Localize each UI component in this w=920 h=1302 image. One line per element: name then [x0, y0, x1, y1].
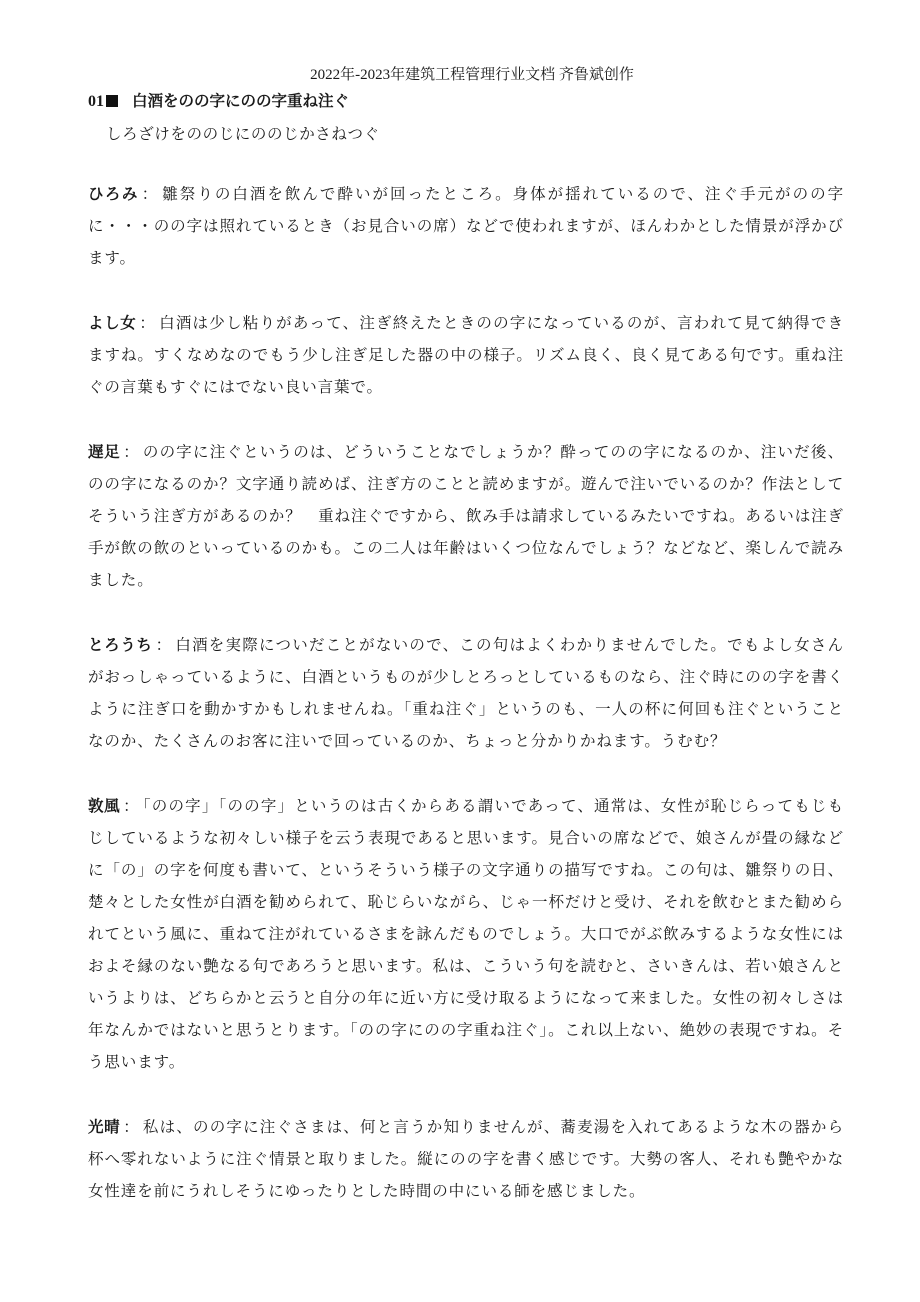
comment-separator: ： [139, 314, 157, 332]
comment [88, 790, 844, 1078]
comment-separator: ： [155, 636, 173, 654]
haiku-number: 01 [88, 93, 104, 110]
haiku-title [88, 88, 844, 114]
comment-text: のの字に注ぐというのは、どういうことなでしょうか？酔ってのの字になるのか、注いだ後、のの字になるのか？文字通り読めば、注ぎ方のことと読めますが。遊んで注いでいるのか？作法としてそういう注ぎ方があるのか？ 重ね注ぐですから、飲み手は請求しているみたいですね。あるいは注ぎ手が飲の飲のといっているのかも。この二人は年齢はいくつ位なんでしょう？などなど、楽しんで読みました。 [88, 443, 844, 589]
comment-author: 光晴 [88, 1118, 121, 1136]
comment-author: 遅足 [88, 443, 121, 461]
comment [88, 307, 844, 403]
comment-author: ひろみ [88, 185, 139, 203]
document-page [88, 64, 844, 1207]
comment-separator: ： [123, 443, 140, 461]
comment [88, 629, 844, 757]
haiku-text: 白酒をのの字にのの字重ね注ぐ [132, 92, 350, 110]
haiku-reading: しろざけをののじにののじかさねつぐ [106, 125, 380, 143]
comment-author: よし女 [88, 314, 137, 332]
comment-text: 私は、のの字に注ぐさまは、何と言うか知りませんが、蕎麦湯を入れてあるような木の器から杯へ零れないように注ぐ情景と取りました。縦にのの字を書く感じです。大勢の客人、それも艶やかな女性達を前にうれしそうにゆったりとした時間の中にいる師を感じました。 [88, 1118, 844, 1200]
comment-text: 「のの字」「のの字」というのは古くからある謂いであって、通常は、女性が恥じらってもじもじしているような初々しい様子を云う表現であると思います。見合いの席などで、娘さんが畳の縁などに「の」の字を何度も書いて、というそういう様子の文字通りの描写ですね。この句は、雛祭りの日、楚々とした女性が白酒を勧められて、恥じらいながら、じゃ一杯だけと受け、それを飲むとまた勧められてという風に、重ねて注がれているさまを詠んだものでしょう。大口でがぶ飲みするような女性にはおよそ縁のない艶なる句であろうと思います。私は、こういう句を読むと、さいきんは、若い娘さんというよりは、どちらかと云うと自分の年に近い方に受け取るようになって来ました。女性の初々しさは年なんかではないと思うとります。「のの字にのの字重ね注ぐ」。これ以上ない、絶妙の表現ですね。そう思います。 [88, 797, 844, 1071]
comment-text: 白酒を実際についだことがないので、この句はよくわかりませんでした。でもよし女さんがおっしゃっているように、白酒というものが少しとろっとしているものなら、注ぐ時にのの字を書くように注ぎ口を動かすかもしれませんね。「重ね注ぐ」というのも、一人の杯に何回も注ぐということなのか、たくさんのお客に注いで回っているのか、ちょっと分かりかねます。うむむ？ [88, 636, 845, 750]
comment [88, 178, 844, 274]
comment-separator: ： [123, 1118, 140, 1136]
comment-text: 白酒は少し粘りがあって、注ぎ終えたときのの字になっているのが、言われて見て納得できますね。すくなめなのでもう少し注ぎ足した器の中の様子。リズム良く、良く見てある句です。重ね注ぐの言葉もすぐにはでない良い言葉で。 [88, 314, 844, 396]
comment [88, 436, 844, 596]
black-square-icon [106, 95, 118, 107]
page-header: 2022年-2023年建筑工程管理行业文档 齐鲁斌创作 [310, 67, 634, 83]
comment-author: 敦風 [88, 797, 121, 815]
comment-separator: ： [123, 797, 140, 815]
comment-text: 雛祭りの白酒を飲んで酔いが回ったところ。身体が揺れているので、注ぐ手元がのの字に・・・のの字は照れているとき（お見合いの席）などで使われますが、ほんわかとした情景が浮かびます。 [88, 185, 844, 267]
comment [88, 1111, 844, 1207]
comment-author: とろうち [88, 636, 153, 654]
comment-separator: ： [141, 185, 160, 203]
